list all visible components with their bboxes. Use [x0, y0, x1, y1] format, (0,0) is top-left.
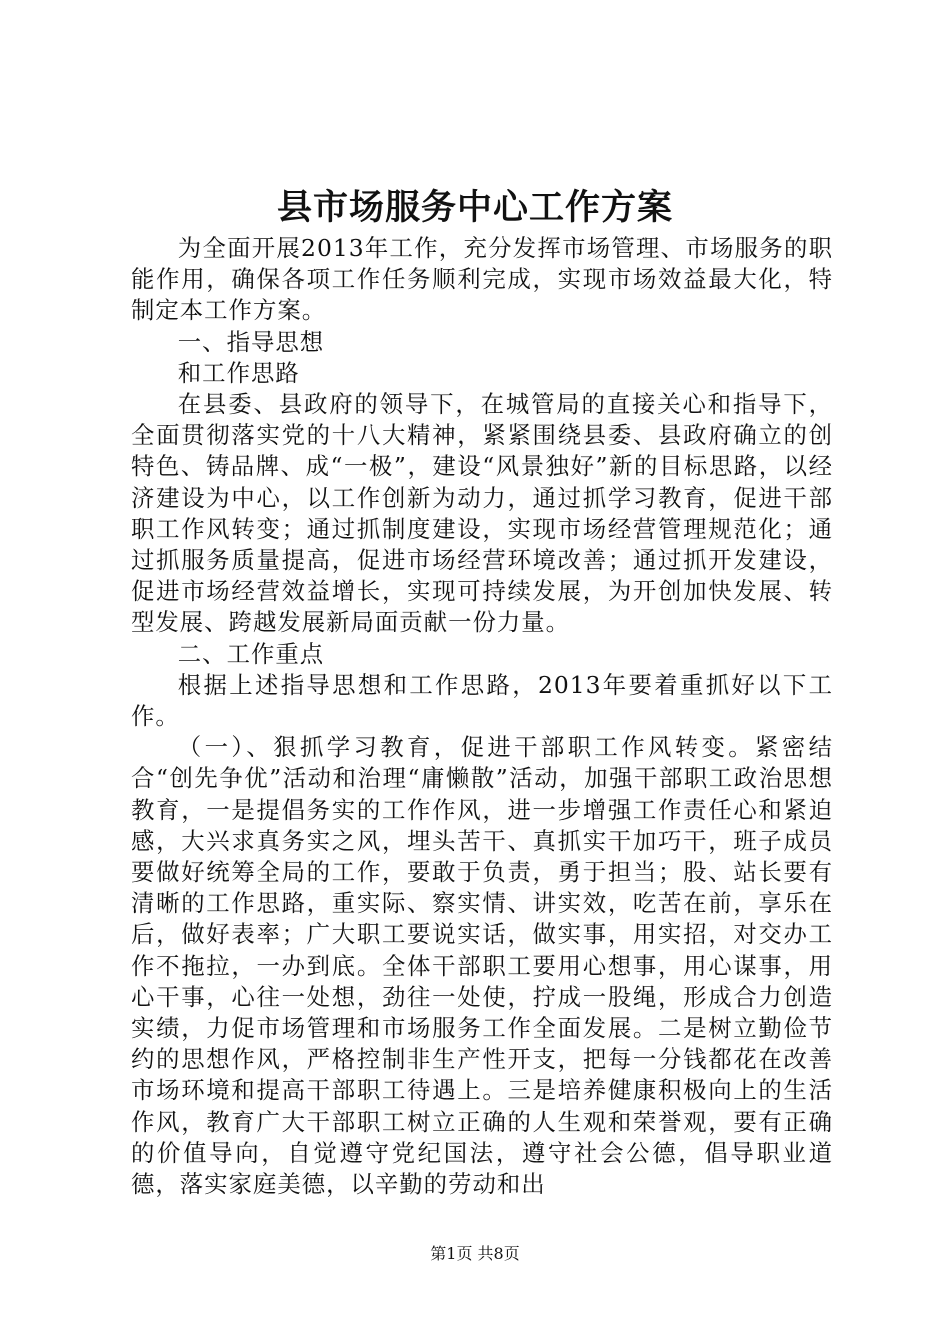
- document-title: 县市场服务中心工作方案: [276, 187, 673, 228]
- page-footer: 第1页 共8页: [430, 1244, 520, 1263]
- study-education-paragraph: （一）、狠抓学习教育，促进干部职工作风转变。紧密结合“创先争优”活动和治理“庸懒散”活动，加强干部职工政治思想教育，一是提倡务实的工作作风，进一步增强工作责任心和紧迫感，大兴求真务实之风，埋头苦干、真抓实干加巧干，班子成员要做好统筹全局的工作，要敢于负责，勇于担当；股、站长要有清晰的工作思路，重实际、察实情、讲实效，吃苦在前，享乐在后，做好表率；广大职工要说实话，做实事，用实招，对交办工作不拖拉，一办到底。全体干部职工要用心想事，用心谋事，用心干事，心往一处想，劲往一处使，拧成一股绳，形成合力创造实绩，力促市场管理和市场服务工作全面发展。二是树立勤俭节约的思想作风，严格控制非生产性开支，把每一分钱都花在改善市场环境和提高干部职工待遇上。三是培养健康积极向上的生活作风，教育广大干部职工树立正确的人生观和荣誉观，要有正确的价值导向，自觉遵守党纪国法，遵守社会公德，倡导职业道德，落实家庭美德，以辛勤的劳动和出: [131, 733, 833, 1199]
- section-heading-work-approach: 和工作思路: [177, 358, 300, 387]
- section-heading-work-focus: 二、工作重点: [177, 639, 325, 668]
- document-body: [131, 233, 833, 1200]
- work-focus-intro-paragraph: 根据上述指导思想和工作思路，2013年要着重抓好以下工作。: [131, 670, 833, 731]
- intro-paragraph: 为全面开展2013年工作，充分发挥市场管理、市场服务的职能作用，确保各项工作任务顺利完成，实现市场效益最大化，特制定本工作方案。: [131, 234, 833, 325]
- guiding-ideology-paragraph: 在县委、县政府的领导下，在城管局的直接关心和指导下，全面贯彻落实党的十八大精神，紧紧围绕县委、县政府确立的创特色、铸品牌、成“一极”，建设“风景独好”新的目标思路，以经济建设为中心，以工作创新为动力，通过抓学习教育，促进干部职工作风转变；通过抓制度建设，实现市场经营管理规范化；通过抓服务质量提高，促进市场经营环境改善；通过抓开发建设，促进市场经营效益增长，实现可持续发展，为开创加快发展、转型发展、跨越发展新局面贡献一份力量。: [131, 390, 833, 637]
- section-heading-guiding-ideology: 一、指导思想: [177, 327, 325, 356]
